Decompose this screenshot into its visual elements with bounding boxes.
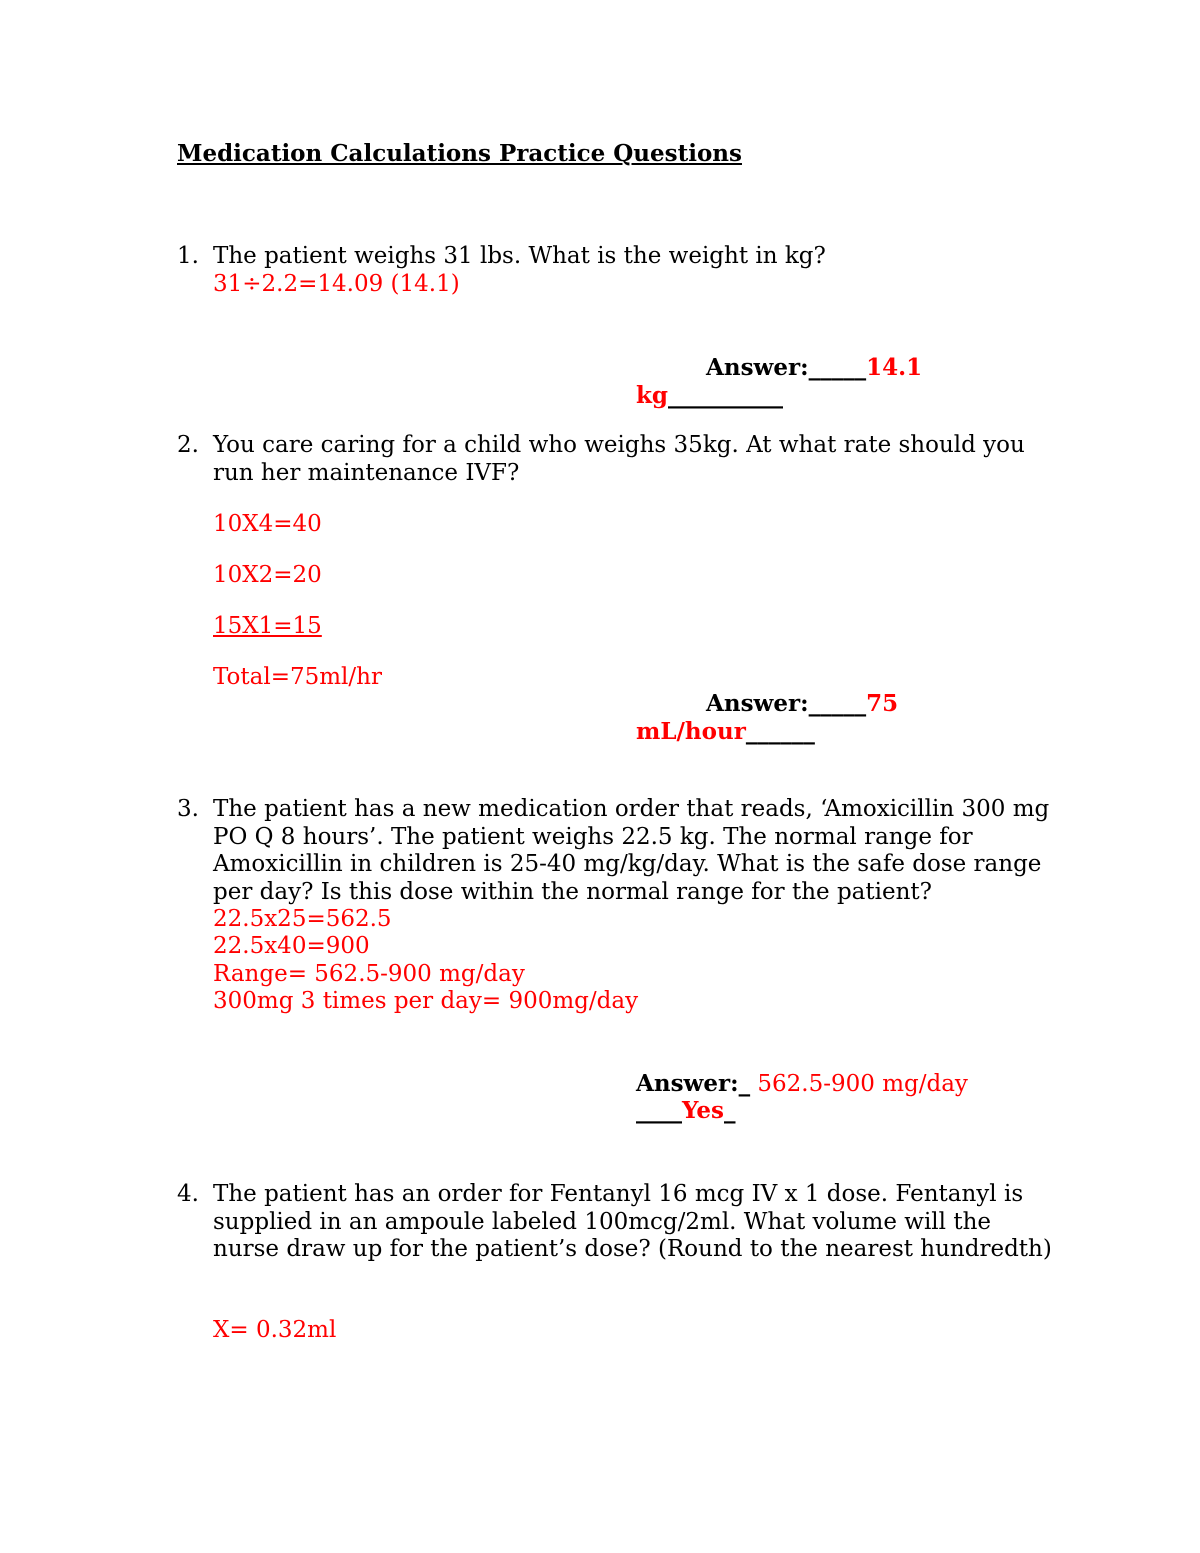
work-line: 15X1=15 — [213, 613, 322, 639]
answer-label: Answer: — [706, 354, 809, 381]
answer-line-2 — [636, 718, 815, 745]
question-number: 2. — [177, 432, 199, 458]
answer-line-2 — [636, 382, 783, 409]
question-number: 1. — [177, 243, 199, 269]
work-line: 10X4=40 — [213, 511, 322, 537]
work-line: 300mg 3 times per day= 900mg/day — [213, 988, 639, 1014]
answer-unit: mL/hour — [636, 718, 746, 745]
answer-value: 14.1 — [866, 354, 923, 381]
answer-label: Answer: — [636, 1070, 739, 1097]
work-line: Total=75ml/hr — [213, 664, 382, 690]
work-line: Range= 562.5-900 mg/day — [213, 961, 525, 987]
answer-blank: _____ — [808, 354, 867, 381]
work-line: 10X2=20 — [213, 562, 322, 588]
work-line: X= 0.32ml — [213, 1317, 337, 1343]
question-number: 3. — [177, 796, 199, 822]
answer-line-1 — [706, 690, 898, 717]
question-1 — [177, 243, 1057, 271]
work-line: 31÷2.2=14.09 (14.1) — [213, 271, 460, 297]
work-line: 22.5x25=562.5 — [213, 906, 392, 932]
answer-line-1 — [706, 354, 922, 381]
answer-blank: _ — [724, 1097, 736, 1124]
question-2 — [177, 432, 1057, 487]
question-text: You care caring for a child who weighs 35kg. At what rate should you run her maintenance IVF? — [213, 432, 1025, 486]
question-4 — [177, 1181, 1057, 1264]
answer-yes: Yes — [682, 1097, 725, 1124]
answer-blank: _ — [738, 1070, 751, 1097]
question-number: 4. — [177, 1181, 199, 1207]
answer-value: 562.5-900 mg/day — [750, 1071, 968, 1097]
work-line: 22.5x40=900 — [213, 933, 370, 959]
answer-label: Answer: — [706, 690, 809, 717]
answer-blank: ______ — [745, 718, 815, 745]
question-text: The patient has a new medication order that reads, ‘Amoxicillin 300 mg PO Q 8 hours’. The patient weighs 22.5 kg. The normal range for Amoxicillin in children is 25-40 mg/kg/day. What is the safe dose range per day? Is this dose within the normal range for the patient? — [213, 796, 1050, 905]
question-text: The patient has an order for Fentanyl 16 mcg IV x 1 dose. Fentanyl is supplied in an ampoule labeled 100mcg/2ml. What volume will the nurse draw up for the patient’s dose? (Round to the nearest hundredth) — [213, 1181, 1052, 1262]
answer-blank: _____ — [808, 690, 867, 717]
answer-blank: __________ — [668, 382, 784, 409]
question-text: The patient weighs 31 lbs. What is the weight in kg? — [213, 243, 826, 269]
answer-line-2 — [636, 1097, 736, 1124]
answer-blank: ____ — [636, 1097, 682, 1124]
answer-value: 75 — [866, 690, 899, 717]
answer-line-1 — [636, 1070, 968, 1097]
question-3 — [177, 796, 1057, 906]
page-title: Medication Calculations Practice Questions — [177, 140, 742, 167]
answer-unit: kg — [636, 382, 669, 409]
